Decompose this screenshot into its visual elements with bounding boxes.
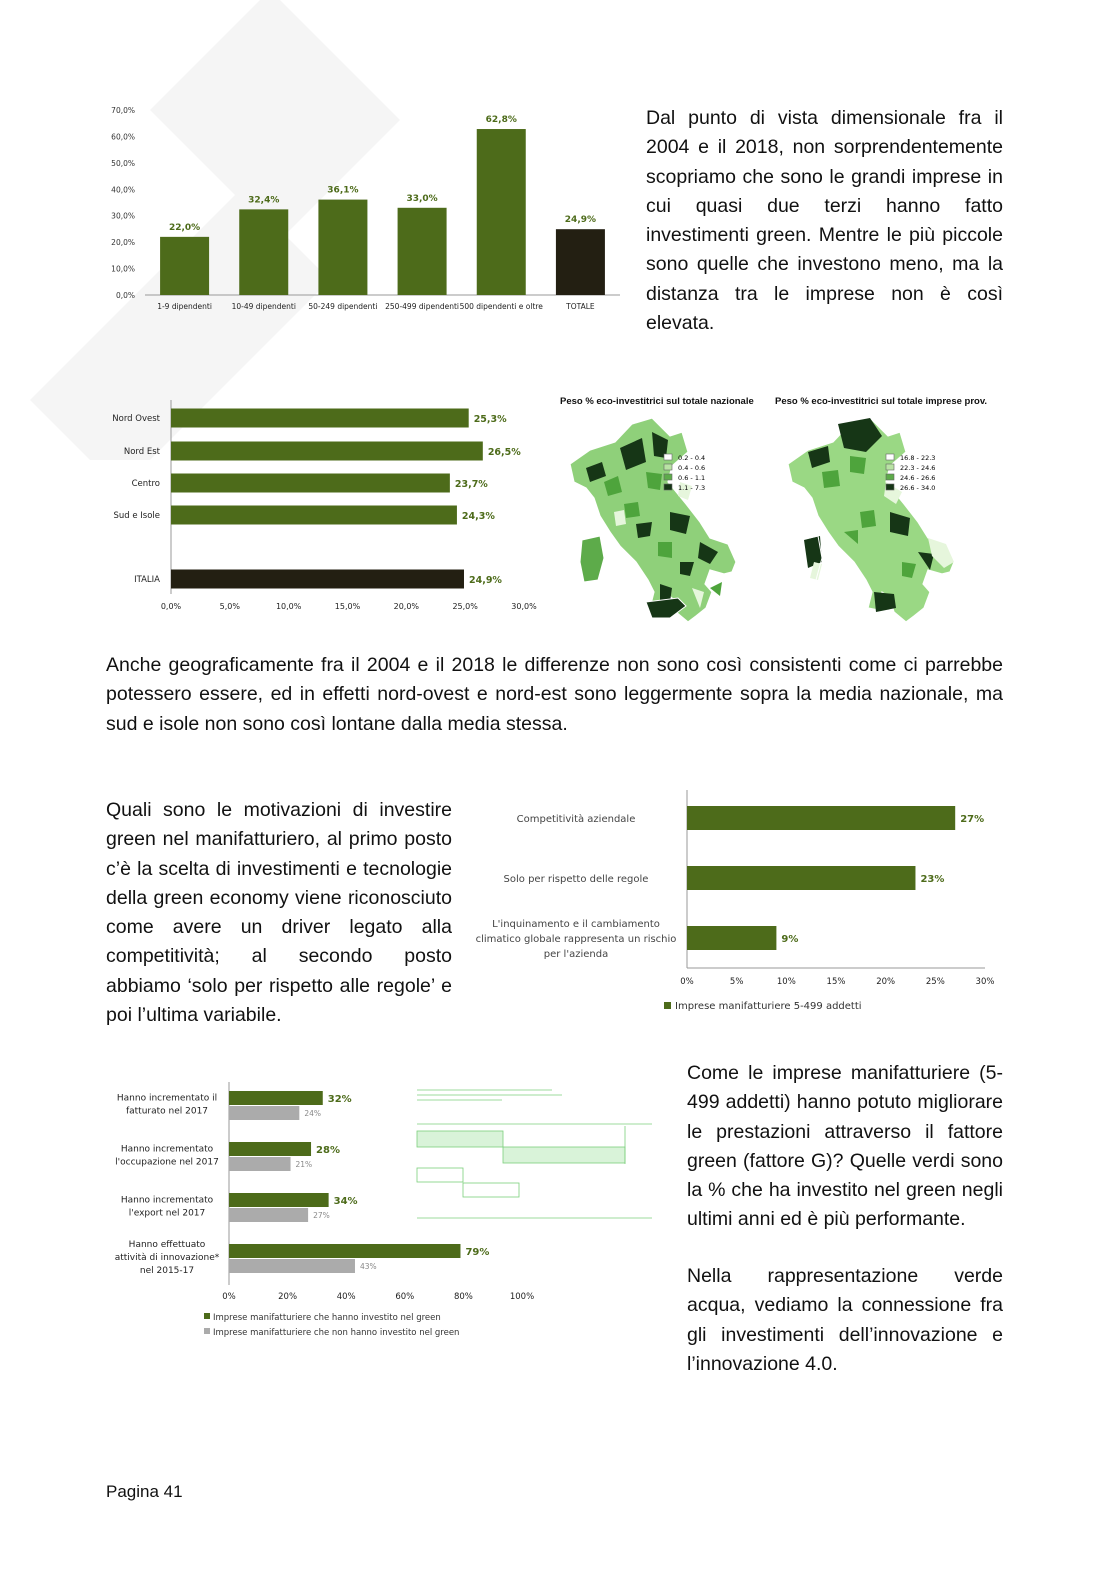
data-label: 36,1% [327,185,359,196]
legend-left-2: 0.4 - 0.6 [678,464,706,472]
category-label: l'occupazione nel 2017 [115,1157,219,1168]
bar-chart-dimensione [100,100,630,322]
data-label: 32% [327,1094,352,1105]
paragraph-motivazioni: Quali sono le motivazioni di investire green nel manifatturiero, al primo posto c’è la scelta di investimenti e tecnologie della green economy viene riconosciuto come avere un driver legato alla competitività; al secondo posto abbiamo ‘solo per rispetto alle regole’ e poi l’ultima variabile. [106,799,452,1027]
data-label: 27% [313,1211,330,1220]
category-label: Competitività aziendale [516,814,636,825]
data-label: 22,0% [168,222,201,233]
sardinia-shape [580,536,604,582]
paragraph-fattore-g: Come le imprese manifatturiere (5-499 addetti) hanno potuto migliorare le prestazioni attraverso il fattore green (fattore G)? Quelle verdi sono la % che ha investito nel green negli ultimi anni ed è più performante. [687,1062,1003,1231]
category-label: Nord Est [123,447,160,457]
data-label: 32,4% [248,195,280,206]
y-tick-label: 70,0% [111,106,135,115]
x-tick-label: 40% [336,1292,356,1302]
data-label: 21% [295,1160,313,1169]
x-tick-label: 20% [876,977,896,987]
x-tick-label: 100% [509,1292,535,1302]
category-label: ITALIA [134,575,160,585]
x-tick-label: 0% [222,1292,236,1302]
bar [556,229,605,295]
data-label: 9% [781,934,799,945]
bar [160,237,209,295]
data-label: 25,3% [473,414,507,425]
category-label: Nord Ovest [112,414,160,424]
map-italy-right [778,412,1003,630]
category-label: fatturato nel 2017 [125,1106,209,1117]
legend-right-2: 22.3 - 24.6 [900,464,936,472]
legend-swatch [204,1328,210,1334]
legend-left-3: 0.6 - 1.1 [678,474,706,482]
data-label: 23% [920,874,945,885]
x-tick-label: 1-9 dipendenti [157,302,212,311]
x-tick-label: 0% [680,977,694,987]
bar-green [229,1244,460,1258]
bar [171,474,450,493]
category-label: nel 2015-17 [139,1266,195,1276]
legend-right-1: 16.8 - 22.3 [900,454,936,462]
data-label: 62,8% [485,115,517,126]
category-label: Hanno effettuato [128,1240,206,1250]
map-title-left: Peso % eco-investitrici sul totale nazionale [560,396,754,407]
x-tick-label: 30,0% [511,602,537,611]
category-label: Centro [131,479,160,489]
x-tick-label: TOTALE [566,302,595,311]
data-label: 26,5% [487,447,521,458]
x-tick-label: 15% [826,977,846,987]
bar [687,806,955,830]
bar [477,129,526,295]
data-label: 24% [304,1109,321,1118]
category-label: Hanno incrementato il [116,1093,218,1104]
bar [171,506,457,525]
bar [171,442,483,461]
bar-chart-motivazioni [468,788,1003,1024]
data-label: 24,9% [564,215,597,226]
data-label: 34% [333,1196,358,1207]
x-tick-label: 15,0% [334,602,361,611]
category-label: L'inquinamento e il cambiamento [492,919,660,930]
map-italy-left [560,412,770,630]
innovation-diagram [412,1082,657,1230]
x-tick-label: 80% [453,1292,473,1302]
bar [687,926,776,950]
paragraph-dimensione: Dal punto di vista dimensionale fra il 2004 e il 2018, non sorprendentemente scopriamo che sono le grandi imprese in cui quasi due terzi hanno fatto investimenti green. Mentre le più piccole sono quelle che investono meno, ma la distanza tra le imprese non è così elevata. [646,107,1003,335]
category-label: Hanno incrementato [120,1144,214,1155]
x-tick-label: 30% [975,977,995,987]
x-tick-label: 5,0% [219,602,240,611]
category-label: Solo per rispetto delle regole [503,874,649,885]
y-tick-label: 30,0% [111,211,135,221]
y-tick-label: 0,0% [115,291,135,300]
legend-label: Imprese manifatturiere che non hanno investito nel green [213,1328,460,1338]
x-tick-label: 10-49 dipendenti [231,302,296,311]
bar-chart-area-geografica [100,398,550,620]
y-tick-label: 20,0% [111,238,135,248]
data-label: 79% [465,1247,490,1258]
category-label: Sud e Isole [113,511,160,521]
x-tick-label: 25% [925,977,945,987]
italy-shape [570,418,736,622]
legend-label: Imprese manifatturiere 5-499 addetti [675,1001,862,1012]
data-label: 27% [960,814,985,825]
y-tick-label: 40,0% [111,185,135,195]
x-tick-label: 10,0% [275,602,302,611]
bar [171,409,469,428]
category-label: per l'azienda [543,949,609,960]
bar-grey [229,1259,355,1273]
bar [318,200,367,295]
legend-left-4: 1.1 - 7.3 [678,484,706,492]
legend-right-3: 24.6 - 26.6 [900,474,936,482]
bar-green [229,1091,323,1105]
data-label: 33,0% [406,193,438,204]
category-label: l'export nel 2017 [128,1208,206,1219]
legend-label: Imprese manifatturiere che hanno investito nel green [213,1313,441,1323]
x-tick-label: 5% [729,977,744,987]
x-tick-label: 500 dipendenti e oltre [459,302,543,311]
paragraph-geografia: Anche geograficamente fra il 2004 e il 2018 le differenze non sono così consistenti come ci parrebbe potessero essere, ed in effetti nord-ovest e nord-est sono leggermente sopra la media nazionale, ma sud e isole non sono così lontane dalla media stessa. [106,654,1003,735]
x-tick-label: 20,0% [393,602,420,611]
x-tick-label: 20% [278,1292,298,1302]
category-label: climatico globale rappresenta un rischio [475,934,677,945]
legend-right-4: 26.6 - 34.0 [900,484,936,492]
bar [171,570,464,589]
legend-swatch [204,1313,210,1319]
x-tick-label: 50-249 dipendenti [308,302,378,311]
data-label: 28% [316,1145,340,1156]
category-label: attività di innovazione* [114,1253,220,1263]
data-label: 23,7% [454,479,488,490]
bar-green [229,1193,329,1207]
x-tick-label: 0,0% [160,602,182,611]
page-number: Pagina 41 [106,1482,183,1501]
x-tick-label: 60% [395,1292,415,1302]
bar [687,866,915,890]
data-label: 43% [359,1262,377,1271]
paragraph-innovazione: Nella rappresentazione verde acqua, vediamo la connessione fra gli investimenti dell’innovazione e l’innovazione 4.0. [687,1265,1003,1375]
bar-grey [229,1106,299,1120]
category-label: Hanno incrementato [120,1195,214,1206]
data-label: 24,3% [461,511,495,522]
x-tick-label: 10% [776,977,796,987]
legend-left-1: 0.2 - 0.4 [678,454,706,462]
y-tick-label: 10,0% [111,264,135,274]
y-tick-label: 60,0% [111,132,135,142]
map-title-right: Peso % eco-investitrici sul totale imprese prov. [775,396,988,407]
x-tick-label: 250-499 dipendenti [385,302,460,311]
y-tick-label: 50,0% [111,158,135,168]
bar-grey [229,1157,291,1171]
bar [239,209,288,295]
data-label: 24,9% [468,575,502,586]
bar-grey [229,1208,308,1222]
bar-green [229,1142,311,1156]
legend-swatch [664,1002,671,1009]
bar [398,208,447,295]
x-tick-label: 25,0% [452,602,478,611]
